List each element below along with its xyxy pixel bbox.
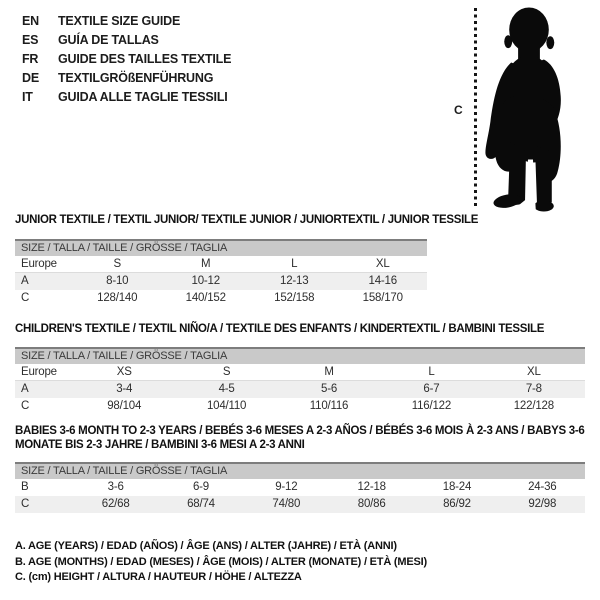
size-cell: 110/116 bbox=[309, 400, 349, 412]
size-cell: XL bbox=[375, 258, 390, 270]
size-cell: S bbox=[113, 258, 121, 270]
table-row bbox=[15, 479, 585, 496]
language-row bbox=[22, 88, 231, 107]
junior-size-table bbox=[15, 239, 427, 307]
language-title: GUÍA DE TALLAS bbox=[58, 33, 159, 47]
babies-size-table bbox=[15, 462, 585, 513]
size-cell: 152/158 bbox=[274, 292, 315, 304]
language-row bbox=[22, 69, 231, 88]
height-measure-label: C bbox=[454, 103, 463, 117]
row-label: A bbox=[21, 275, 29, 287]
language-row bbox=[22, 50, 231, 69]
size-cell: 12-18 bbox=[357, 481, 386, 493]
size-cell: 116/122 bbox=[411, 400, 452, 412]
language-code: DE bbox=[22, 71, 39, 85]
size-cell: 6-7 bbox=[423, 383, 440, 395]
note-height-cm: C. (cm) HEIGHT / ALTURA / HAUTEUR / HÖHE / ALTEZZA bbox=[15, 571, 302, 583]
note-age-months: B. AGE (MONTHS) / EDAD (MESES) / ÂGE (MOIS) / ALTER (MONATE) / ETÀ (MESI) bbox=[15, 555, 427, 568]
size-cell: 3-6 bbox=[107, 481, 124, 493]
size-cell: 104/110 bbox=[206, 400, 247, 412]
language-code: ES bbox=[22, 33, 39, 47]
baby-silhouette-icon bbox=[483, 5, 575, 213]
language-code: EN bbox=[22, 14, 39, 28]
language-list bbox=[22, 12, 231, 107]
table-row bbox=[15, 256, 427, 273]
language-row bbox=[22, 31, 231, 50]
size-cell: 128/140 bbox=[97, 292, 138, 304]
language-title: TEXTILE SIZE GUIDE bbox=[58, 14, 181, 28]
size-cell: 4-5 bbox=[218, 383, 235, 395]
size-cell: S bbox=[222, 366, 231, 378]
size-cell: 140/152 bbox=[185, 292, 226, 304]
row-label: Europe bbox=[21, 366, 57, 378]
legend-notes bbox=[15, 539, 427, 586]
language-title: GUIDE DES TAILLES TEXTILE bbox=[58, 52, 232, 66]
size-header-bar: SIZE / TALLA / TAILLE / GRÖSSE / TAGLIA bbox=[15, 462, 585, 479]
row-label: C bbox=[21, 292, 30, 304]
size-cell: 9-12 bbox=[275, 481, 298, 493]
size-cell: 6-9 bbox=[192, 481, 209, 493]
size-cell: L bbox=[291, 258, 298, 270]
size-cell: 80/86 bbox=[357, 498, 386, 510]
size-cell: 62/68 bbox=[101, 498, 130, 510]
language-code: FR bbox=[22, 52, 39, 66]
language-title: GUIDA ALLE TAGLIE TESSILI bbox=[58, 90, 228, 104]
row-label: C bbox=[21, 498, 30, 510]
size-cell: 86/92 bbox=[443, 498, 471, 510]
size-cell: XS bbox=[116, 366, 132, 378]
size-cell: 5-6 bbox=[321, 383, 338, 395]
language-title: TEXTILGRÖßENFÜHRUNG bbox=[58, 71, 214, 85]
table-row bbox=[15, 398, 585, 415]
size-cell: 3-4 bbox=[116, 383, 133, 395]
babies-table-title: BABIES 3-6 MONTH TO 2-3 YEARS / BEBÉS 3-6 MESES A 2-3 AÑOS / BÉBÉS 3-6 MOIS À 2-3 ANS / BABYS 3-6 MONATE BIS 2-3 JAHRE / BAMBINI 3-6 MESI A 2-3 ANNI bbox=[15, 425, 585, 451]
size-cell: 158/170 bbox=[362, 292, 403, 304]
size-cell: 98/104 bbox=[107, 400, 142, 412]
table-row bbox=[15, 273, 427, 290]
size-cell: 7-8 bbox=[525, 383, 542, 395]
size-header-bar: SIZE / TALLA / TAILLE / GRÖSSE / TAGLIA bbox=[15, 239, 427, 256]
language-row bbox=[22, 12, 231, 31]
junior-table-title: JUNIOR TEXTILE / TEXTIL JUNIOR/ TEXTILE JUNIOR / JUNIORTEXTIL / JUNIOR TESSILE bbox=[15, 214, 479, 226]
height-dashed-line bbox=[474, 8, 477, 206]
table-row bbox=[15, 381, 585, 398]
size-cell: 14-16 bbox=[368, 275, 397, 287]
size-cell: 12-13 bbox=[280, 275, 309, 287]
size-cell: 74/80 bbox=[272, 498, 301, 510]
language-code: IT bbox=[22, 90, 33, 104]
size-cell: 68/74 bbox=[187, 498, 215, 510]
table-row bbox=[15, 290, 427, 307]
row-label: Europe bbox=[21, 258, 57, 270]
row-label: C bbox=[21, 400, 30, 412]
size-cell: M bbox=[201, 258, 211, 270]
size-cell: 10-12 bbox=[191, 275, 220, 287]
size-cell: XL bbox=[526, 366, 541, 378]
children-table-title: CHILDREN'S TEXTILE / TEXTIL NIÑO/A / TEXTILE DES ENFANTS / KINDERTEXTIL / BAMBINI TESSILE bbox=[15, 323, 545, 335]
size-cell: 8-10 bbox=[106, 275, 129, 287]
table-row bbox=[15, 364, 585, 381]
size-cell: 122/128 bbox=[513, 400, 554, 412]
size-cell: 92/98 bbox=[528, 498, 557, 510]
size-cell: 18-24 bbox=[442, 481, 472, 493]
size-header-bar: SIZE / TALLA / TAILLE / GRÖSSE / TAGLIA bbox=[15, 347, 585, 364]
row-label: B bbox=[21, 481, 29, 493]
size-cell: L bbox=[428, 366, 435, 378]
table-row bbox=[15, 496, 585, 513]
size-cell: M bbox=[324, 366, 334, 378]
note-age-years: A. AGE (YEARS) / EDAD (AÑOS) / ÂGE (ANS) / ALTER (JAHRE) / ETÀ (ANNI) bbox=[15, 540, 397, 552]
row-label: A bbox=[21, 383, 29, 395]
children-size-table bbox=[15, 347, 585, 415]
size-cell: 24-36 bbox=[528, 481, 557, 493]
